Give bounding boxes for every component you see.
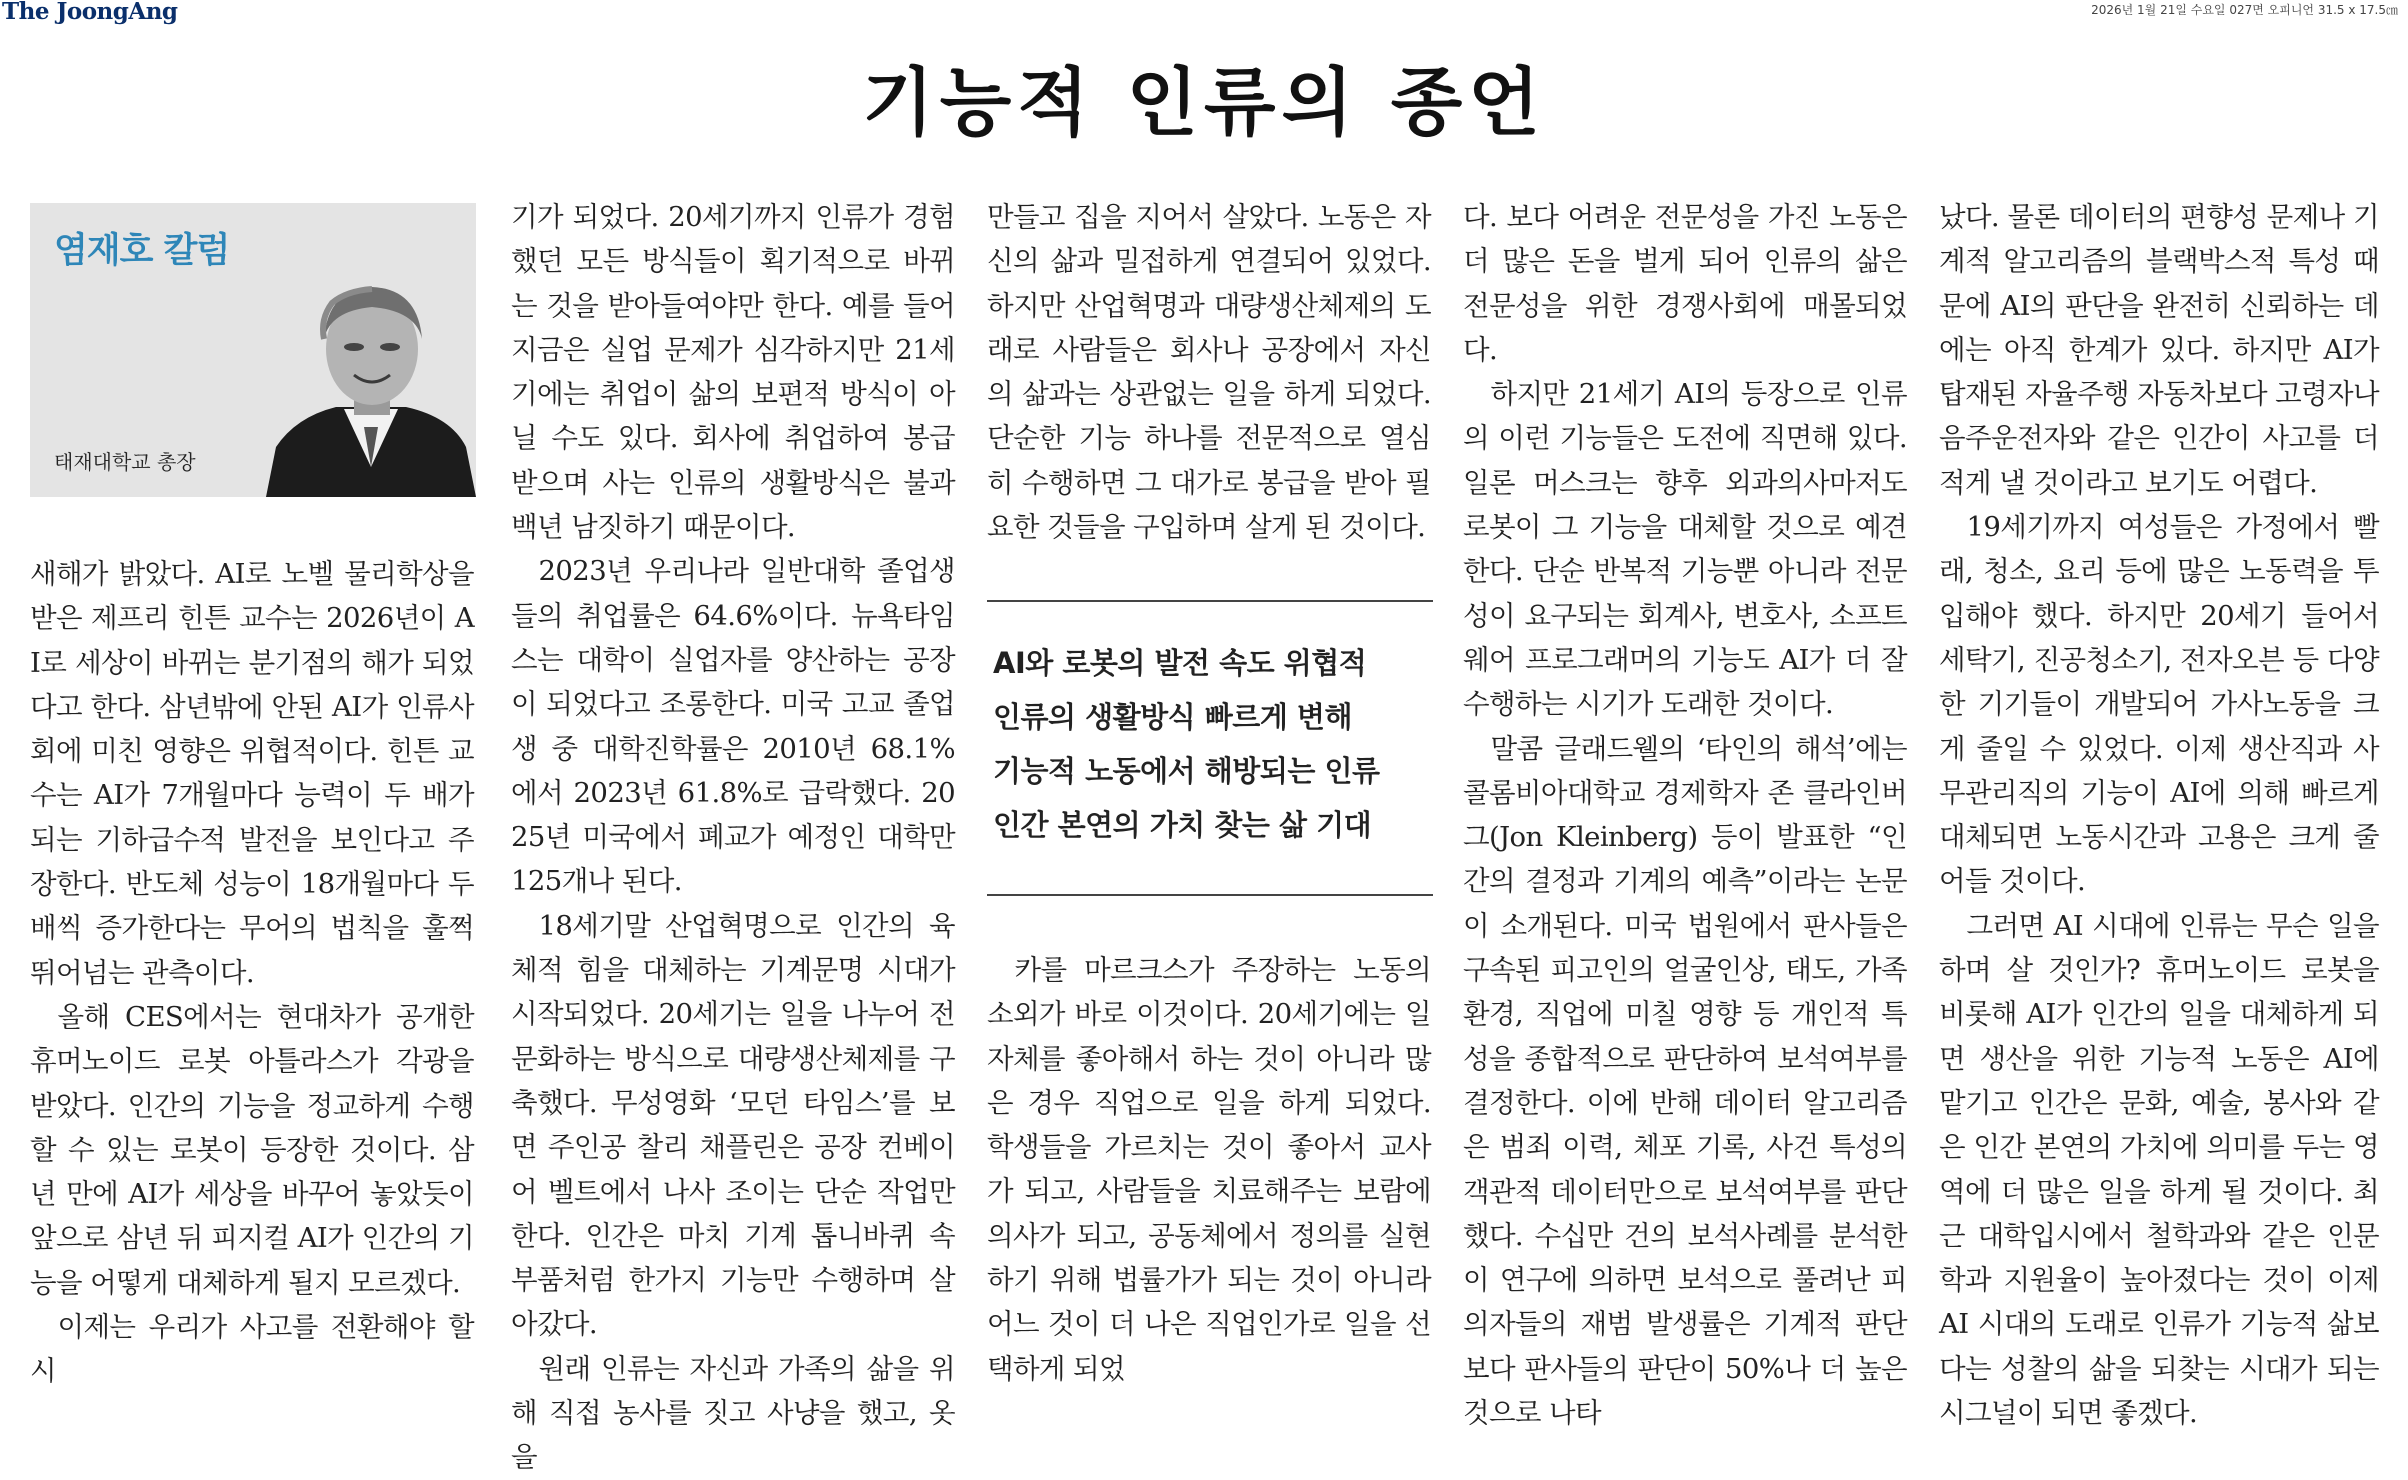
- newspaper-logo: The JoongAng: [2, 0, 178, 25]
- author-portrait: [266, 267, 476, 497]
- pull-quote-line: 인간 본연의 가치 찾는 삶 기대: [993, 808, 1372, 842]
- pull-quote-line: 인류의 생활방식 빠르게 변해: [993, 700, 1352, 734]
- article-column-3-continued: [987, 948, 1431, 1385]
- paragraph: 났다. 물론 데이터의 편향성 문제나 기계적 알고리즘의 블랙박스적 특성 때문에 AI의 판단을 완전히 신뢰하는 데에는 아직 한계가 있다. 하지만 AI가 탑재된 자율주행 자동차보다 고령자나 음주운전자와 같은 인간이 사고를 더 적게 낼 것이라고 보기도 어렵다.: [1939, 201, 2379, 499]
- paragraph: 19세기까지 여성들은 가정에서 빨래, 청소, 요리 등에 많은 노동력을 투입해야 했다. 하지만 20세기 들어서 세탁기, 진공청소기, 전자오븐 등 다양한 기기들이 개발되어 가사노동을 크게 줄일 수 있었다. 이제 생산직과 사무관리직의 기능이 AI에 의해 빠르게 대체되면 노동시간과 고용은 크게 줄어들 것이다.: [1939, 511, 2379, 898]
- paragraph: 올해 CES에서는 현대차가 공개한 휴머노이드 로봇 아틀라스가 각광을 받았다. 인간의 기능을 정교하게 수행할 수 있는 로봇이 등장한 것이다. 삼년 만에 AI가 세상을 바꾸어 놓았듯이 앞으로 삼년 뒤 피지컬 AI가 인간의 기능을 어떻게 대체하게 될지 모르겠다.: [30, 1000, 474, 1299]
- article-column-1: [30, 552, 474, 1388]
- pull-quote-line: 기능적 노동에서 해방되는 인류: [993, 754, 1380, 788]
- pull-quote-bottom-rule: [987, 894, 1433, 896]
- byline-box: [30, 203, 476, 497]
- paragraph: 2023년 우리나라 일반대학 졸업생들의 취업률은 64.6%이다. 뉴욕타임스는 대학이 실업자를 양산하는 공장이 되었다고 조롱한다. 미국 고교 졸업생 중 대학진학률은 2010년 68.1%에서 2023년 61.8%로 급락했다. 2025년 미국에서 폐교가 예정인 대학만 125개나 된다.: [511, 555, 955, 898]
- column-name: 염재호 칼럼: [54, 231, 230, 271]
- paragraph: 이제는 우리가 사고를 전환해야 할 시: [30, 1311, 474, 1388]
- paragraph: 18세기말 산업혁명으로 인간의 육체적 힘을 대체하는 기계문명 시대가 시작되었다. 20세기는 일을 나누어 전문화하는 방식으로 대량생산체제를 구축했다. 무성영화 ‘모던 타임스’를 보면 주인공 찰리 채플린은 공장 컨베이어 벨트에서 나사 조이는 단순 작업만 한다. 인간은 마치 기계 톱니바퀴 속 부품처럼 한가지 기능만 수행하며 살아갔다.: [511, 909, 955, 1341]
- paragraph: 새해가 밝았다. AI로 노벨 물리학상을 받은 제프리 힌튼 교수는 2026년이 AI로 세상이 바뀌는 분기점의 해가 되었다고 한다. 삼년밖에 안된 AI가 인류사회에 미친 영향은 위협적이다. 힌튼 교수는 AI가 7개월마다 능력이 두 배가 되는 기하급수적 발전을 보인다고 주장한다. 반도체 성능이 18개월마다 두 배씩 증가한다는 무어의 법칙을 훌쩍 뛰어넘는 관측이다.: [30, 558, 474, 989]
- pull-quote-text: [993, 636, 1379, 852]
- pull-quote: [987, 600, 1433, 897]
- dateline: 2026년 1월 21일 수요일 027면 오피니언 31.5 x 17.5㎝: [2091, 3, 2398, 17]
- paragraph: 하지만 21세기 AI의 등장으로 인류의 이런 기능들은 도전에 직면해 있다. 일론 머스크는 향후 외과의사마저도 로봇이 그 기능을 대체할 것으로 예견한다. 단순 반복적 기능뿐 아니라 전문성이 요구되는 회계사, 변호사, 소프트웨어 프로그래머의 기능도 AI가 더 잘 수행하는 시기가 도래한 것이다.: [1463, 378, 1907, 721]
- masthead: [0, 0, 2408, 34]
- article-column-2: [511, 195, 955, 1474]
- article-column-4: [1463, 195, 1907, 1430]
- paragraph: 카를 마르크스가 주장하는 노동의 소외가 바로 이것이다. 20세기에는 일 자체를 좋아해서 하는 것이 아니라 많은 경우 직업으로 일을 하게 되었다. 학생들을 가르치는 것이 좋아서 교사가 되고, 사람들을 치료해주는 보람에 의사가 되고, 공동체에서 정의를 실현하기 위해 법률가가 되는 것이 아니라 어느 것이 더 나은 직업인가로 일을 선택하게 되었: [987, 954, 1431, 1385]
- article-headline: 기능적 인류의 종언: [862, 60, 1546, 146]
- paragraph: 원래 인류는 자신과 가족의 삶을 위해 직접 농사를 짓고 사냥을 했고, 옷을: [511, 1352, 955, 1474]
- paragraph: 만들고 집을 지어서 살았다. 노동은 자신의 삶과 밀접하게 연결되어 있었다. 하지만 산업혁명과 대량생산체제의 도래로 사람들은 회사나 공장에서 자신의 삶과는 상관없는 일을 하게 되었다. 단순한 기능 하나를 전문적으로 열심히 수행하면 그 대가로 봉급을 받아 필요한 것들을 구입하며 살게 된 것이다.: [987, 201, 1431, 544]
- pull-quote-top-rule: [987, 600, 1433, 602]
- author-title: 태재대학교 총장: [54, 450, 196, 474]
- pull-quote-line: AI와 로봇의 발전 속도 위협적: [993, 646, 1367, 680]
- article-column-3: [987, 195, 1431, 555]
- paragraph: 다. 보다 어려운 전문성을 가진 노동은 더 많은 돈을 벌게 되어 인류의 삶은 전문성을 위한 경쟁사회에 매몰되었다.: [1463, 201, 1907, 366]
- paragraph: 기가 되었다. 20세기까지 인류가 경험했던 모든 방식들이 획기적으로 바뀌는 것을 받아들여야만 한다. 예를 들어 지금은 실업 문제가 심각하지만 21세기에는 취업이 삶의 보편적 방식이 아닐 수도 있다. 회사에 취업하여 봉급 받으며 사는 인류의 생활방식은 불과 백년 남짓하기 때문이다.: [511, 201, 955, 544]
- paragraph: 말콤 글래드웰의 ‘타인의 해석’에는 콜롬비아대학교 경제학자 존 클라인버그(Jon Kleinberg) 등이 발표한 “인간의 결정과 기계의 예측”이라는 논문이 소개된다. 미국 법원에서 판사들은 구속된 피고인의 얼굴인상, 태도, 가족환경, 직업에 미칠 영향 등 개인적 특성을 종합적으로 판단하여 보석여부를 결정한다. 이에 반해 데이터 알고리즘은 범죄 이력, 체포 기록, 사건 특성의 객관적 데이터만으로 보석여부를 판단했다. 수십만 건의 보석사례를 분석한 이 연구에 의하면 보석으로 풀려난 피의자들의 재범 발생률은 기계적 판단보다 판사들의 판단이 50%나 더 높은 것으로 나타: [1463, 732, 1907, 1430]
- paragraph: 그러면 AI 시대에 인류는 무슨 일을 하며 살 것인가? 휴머노이드 로봇을 비롯해 AI가 인간의 일을 대체하게 되면 생산을 위한 기능적 노동은 AI에 맡기고 인간은 문화, 예술, 봉사와 같은 인간 본연의 가치에 의미를 두는 영역에 더 많은 일을 하게 될 것이다. 최근 대학입시에서 철학과와 같은 인문학과 지원율이 높아졌다는 것이 이제 AI 시대의 도래로 인류가 기능적 삶보다는 성찰의 삶을 되찾는 시대가 되는 시그널이 되면 좋겠다.: [1939, 909, 2379, 1430]
- article-column-5: [1939, 195, 2379, 1430]
